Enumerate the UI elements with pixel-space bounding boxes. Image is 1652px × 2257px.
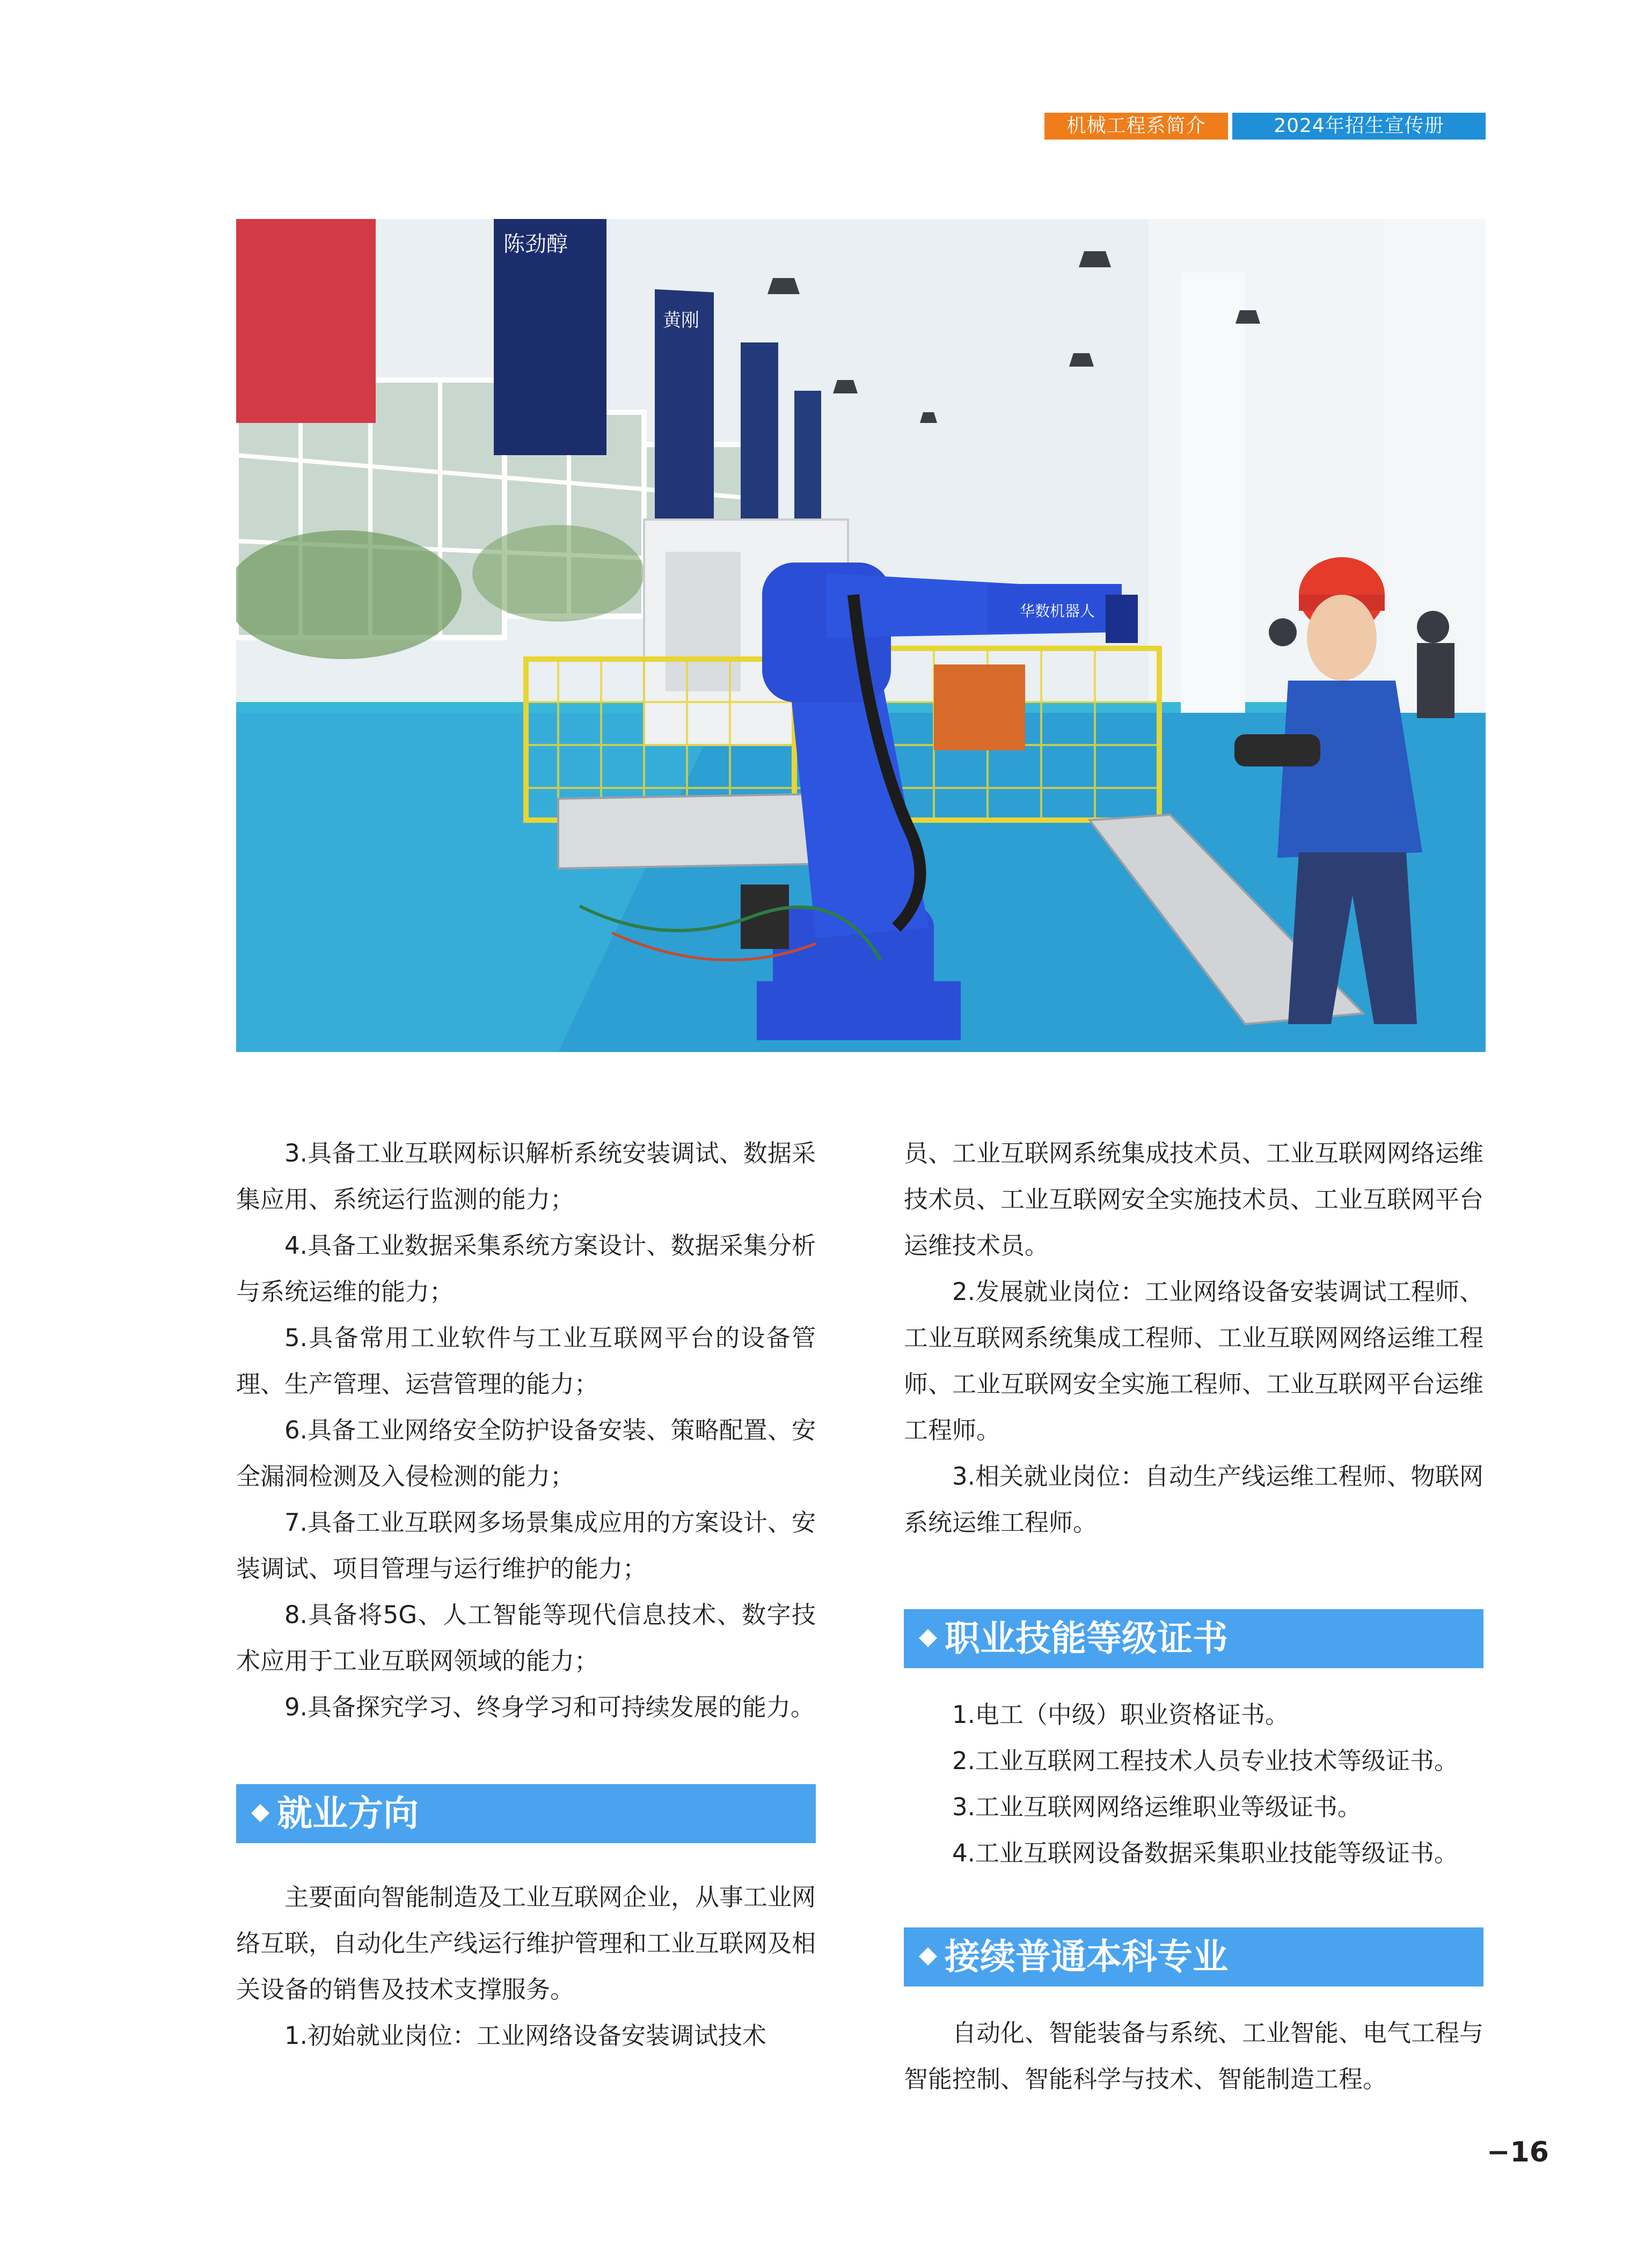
employment-intro: 主要面向智能制造及工业互联网企业，从事工业网络互联，自动化生产线运行维护管理和工业互联网及相关设备的销售及技术支撑服务。 (236, 1883, 816, 2004)
certificate-section-heading (904, 1609, 1483, 1668)
brochure-tag: 2024年招生宣传册 (1232, 113, 1486, 140)
ability-item: 7.具备工业互联网多场景集成应用的方案设计、安装调试、项目管理与运行维护的能力； (236, 1508, 816, 1583)
certificate-title: 职业技能等级证书 (945, 1618, 1228, 1659)
employment-section-heading (236, 1784, 816, 1843)
robot-lab-photo (236, 219, 1486, 1052)
initial-post-continued: 员、工业互联网系统集成技术员、工业互联网网络运维技术员、工业互联网安全实施技术员、工业互联网平台运维技术员。 (904, 1139, 1484, 1260)
ability-item: 6.具备工业网络安全防护设备安装、策略配置、安全漏洞检测及入侵检测的能力； (236, 1416, 816, 1491)
page-number: −16 (1487, 2136, 1549, 2168)
diamond-icon (919, 1629, 937, 1647)
development-post: 2.发展就业岗位：工业网络设备安装调试工程师、工业互联网系统集成工程师、工业互联网网络运维工程师、工业互联网安全实施工程师、工业互联网平台运维工程师。 (904, 1277, 1484, 1444)
right-column (904, 1130, 1483, 2102)
left-column (236, 1130, 816, 2059)
ability-item: 8.具备将5G、人工智能等现代信息技术、数字技术应用于工业互联网领域的能力； (236, 1601, 816, 1675)
related-post: 3.相关就业岗位：自动生产线运维工程师、物联网系统运维工程师。 (904, 1462, 1483, 1537)
initial-post: 1.初始就业岗位：工业网络设备安装调试技术 (284, 2021, 766, 2050)
banner-name-text-2: 黄刚 (663, 310, 699, 331)
department-tag: 机械工程系简介 (1044, 113, 1228, 140)
employment-title: 就业方向 (277, 1793, 419, 1834)
certificate-item: 2.工业互联网工程技术人员专业技术等级证书。 (952, 1747, 1458, 1775)
ability-item: 9.具备探究学习、终身学习和可持续发展的能力。 (284, 1693, 815, 1721)
ability-item: 4.具备工业数据采集系统方案设计、数据采集分析与系统运维的能力； (236, 1231, 816, 1306)
bachelor-majors: 自动化、智能装备与系统、工业智能、电气工程与智能控制、智能科学与技术、智能制造工程。 (904, 2019, 1484, 2093)
banner-name-text: 陈劲醇 (503, 232, 568, 257)
bachelor-title: 接续普通本科专业 (945, 1936, 1228, 1977)
robot-brand-label: 华数机器人 (1020, 602, 1095, 620)
ability-item: 3.具备工业互联网标识解析系统安装调试、数据采集应用、系统运行监测的能力； (236, 1139, 816, 1214)
ability-item: 5.具备常用工业软件与工业互联网平台的设备管理、生产管理、运营管理的能力； (236, 1324, 816, 1398)
certificate-item: 3.工业互联网网络运维职业等级证书。 (952, 1793, 1362, 1821)
diamond-icon (919, 1947, 937, 1966)
bachelor-section-heading (904, 1927, 1483, 1986)
certificate-item: 1.电工（中级）职业资格证书。 (952, 1700, 1289, 1729)
diamond-icon (251, 1804, 269, 1822)
certificate-item: 4.工业互联网设备数据采集职业技能等级证书。 (952, 1839, 1458, 1867)
